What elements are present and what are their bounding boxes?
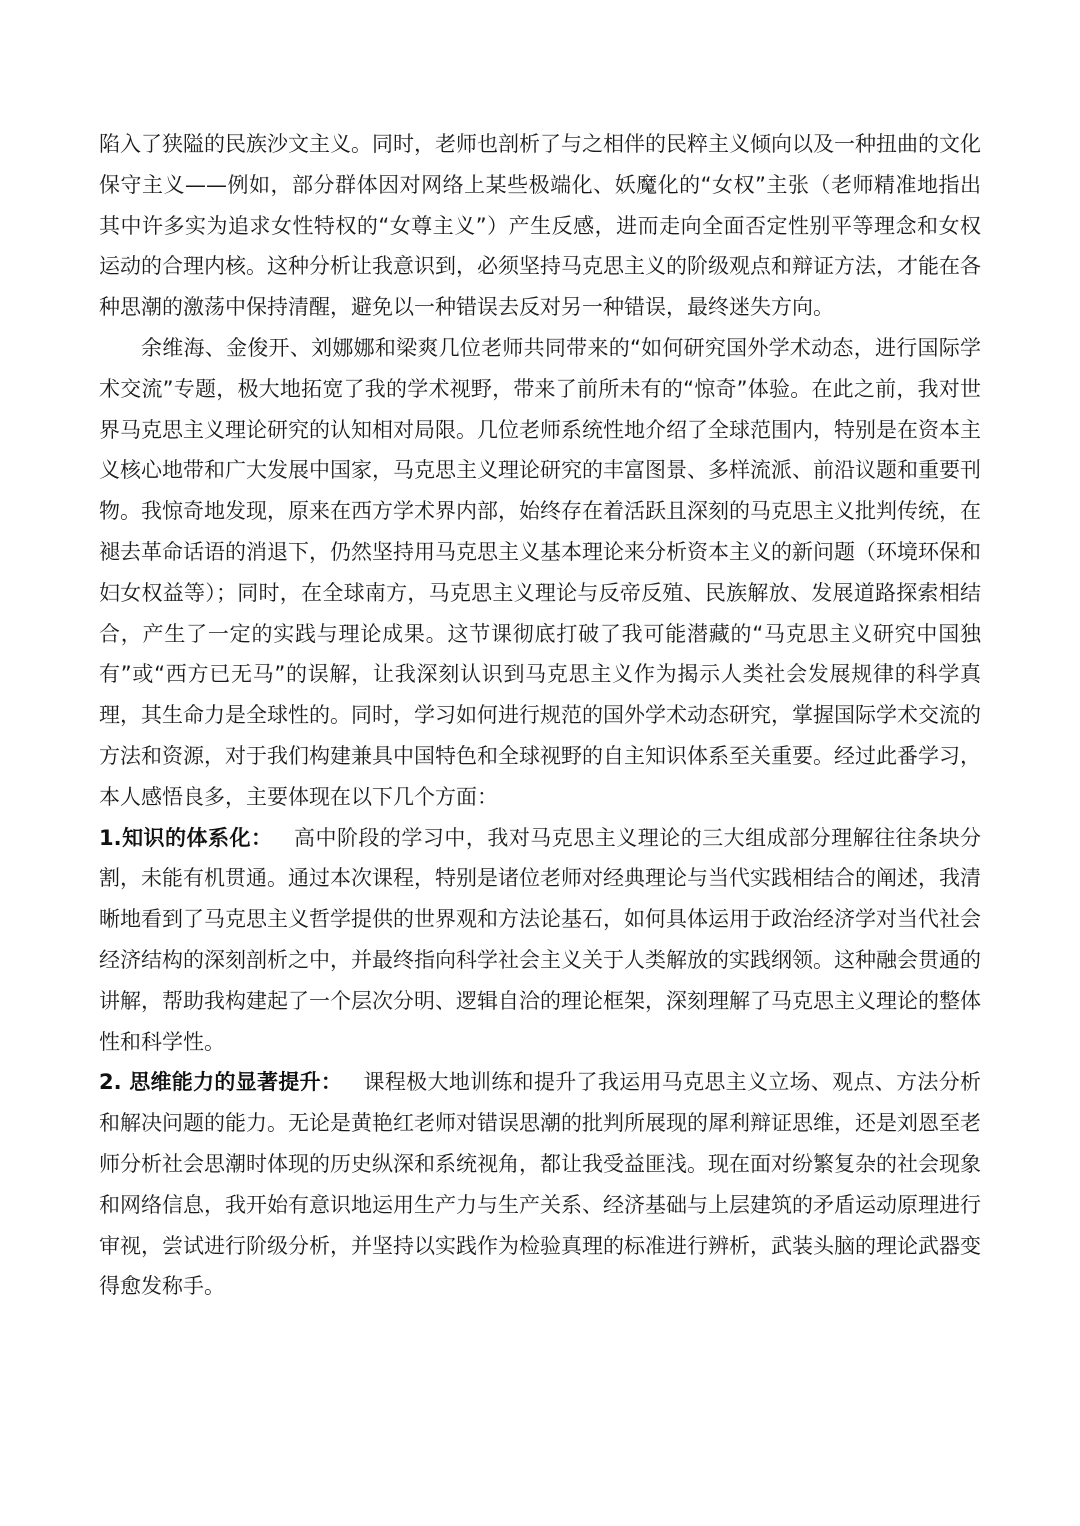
list-item-knowledge-systematization <box>99 818 981 1063</box>
list-item-text: 高中阶段的学习中，我对马克思主义理论的三大组成部分理解往往条块分割，未能有机贯通。通过本次课程，特别是诸位老师对经典理论与当代实践相结合的阐述，我清晰地看到了马克思主义哲学提供的世界观和方法论基石，如何具体运用于政治经济学对当代社会经济结构的深刻剖析之中，并最终指向科学社会主义关于人类解放的实践纲领。这种融会贯通的讲解，帮助我构建起了一个层次分明、逻辑自洽的理论框架，深刻理解了马克思主义理论的整体性和科学性。 <box>99 825 982 1054</box>
list-item-heading: 2. 思维能力的显著提升： <box>99 1070 343 1095</box>
paragraph-international-research: 余维海、金俊开、刘娜娜和梁爽几位老师共同带来的“如何研究国外学术动态，进行国际学术交流”专题，极大地拓宽了我的学术视野，带来了前所未有的“惊奇”体验。在此之前，我对世界马克思主义理论研究的认知相对局限。几位老师系统性地介绍了全球范围内，特别是在资本主义核心地带和广大发展中国家，马克思主义理论研究的丰富图景、多样流派、前沿议题和重要刊物。我惊奇地发现，原来在西方学术界内部，始终存在着活跃且深刻的马克思主义批判传统，在褪去革命话语的消退下，仍然坚持用马克思主义基本理论来分析资本主义的新问题（环境环保和妇女权益等）；同时，在全球南方，马克思主义理论与反帝反殖、民族解放、发展道路探索相结合，产生了一定的实践与理论成果。这节课彻底打破了我可能潜藏的“马克思主义研究中国独有”或“西方已无马”的误解，让我深刻认识到马克思主义作为揭示人类社会发展规律的科学真理，其生命力是全球性的。同时，学习如何进行规范的国外学术动态研究，掌握国际学术交流的方法和资源，对于我们构建兼具中国特色和全球视野的自主知识体系至关重要。经过此番学习，本人感悟良多，主要体现在以下几个方面： <box>99 335 981 809</box>
list-item-heading: 1.知识的体系化： <box>99 825 273 850</box>
document-body <box>99 124 981 1307</box>
list-item-text: 课程极大地训练和提升了我运用马克思主义立场、观点、方法分析和解决问题的能力。无论是黄艳红老师对错误思潮的批判所展现的犀利辩证思维，还是刘恩至老师分析社会思潮时体现的历史纵深和系统视角，都让我受益匪浅。现在面对纷繁复杂的社会现象和网络信息，我开始有意识地运用生产力与生产关系、经济基础与上层建筑的矛盾运动原理进行审视，尝试进行阶级分析，并坚持以实践作为检验真理的标准进行辨析，武装头脑的理论武器变得愈发称手。 <box>99 1070 981 1299</box>
list-item-thinking-ability <box>99 1062 981 1307</box>
paragraph-continuation: 陷入了狭隘的民族沙文主义。同时，老师也剖析了与之相伴的民粹主义倾向以及一种扭曲的文化保守主义——例如，部分群体因对网络上某些极端化、妖魔化的“女权”主张（老师精准地指出其中许多实为追求女性特权的“女尊主义”）产生反感，进而走向全面否定性别平等理念和女权运动的合理内核。这种分析让我意识到，必须坚持马克思主义的阶级观点和辩证方法，才能在各种思潮的激荡中保持清醒，避免以一种错误去反对另一种错误，最终迷失方向。 <box>99 132 981 320</box>
